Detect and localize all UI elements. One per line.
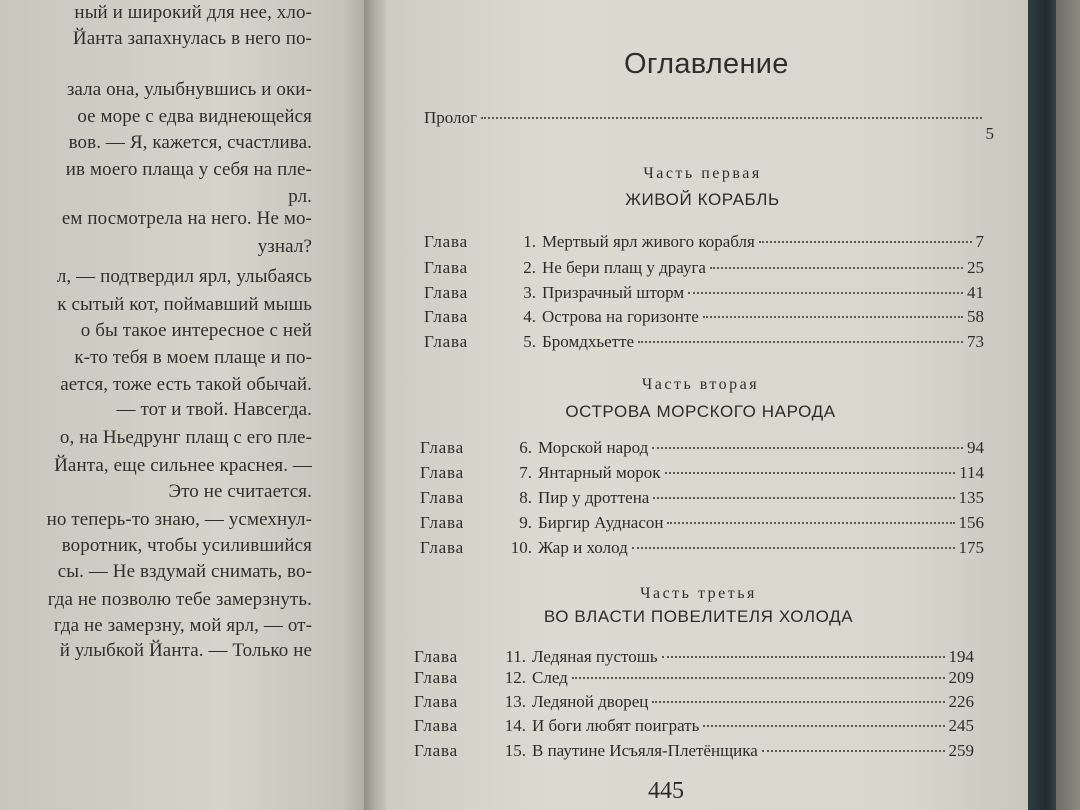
toc-chapter-title: Жар и холод [538, 538, 628, 557]
left-page-line: узнал? [257, 236, 312, 257]
left-page-line: — тот и твой. Навсегда. [116, 399, 312, 420]
toc-chapter-page: 226 [948, 692, 974, 711]
toc-chapter-glava: Глава [414, 668, 458, 687]
dot-leader [638, 341, 963, 343]
toc-chapter-title: След [532, 668, 568, 687]
dot-leader [632, 547, 955, 549]
right-page [386, 0, 1031, 810]
toc-chapter-page: 209 [948, 668, 974, 687]
dot-leader [665, 472, 956, 474]
toc-chapter-page: 114 [959, 463, 984, 482]
toc-chapter-number: 7. [519, 463, 532, 482]
dot-leader [688, 292, 963, 294]
dot-leader [481, 117, 981, 119]
toc-chapter-number: 4. [523, 307, 536, 326]
table-surface [1056, 0, 1080, 810]
toc-chapter-page: 7 [975, 232, 984, 251]
toc-chapter-number: 3. [523, 283, 536, 302]
toc-prologue-row [424, 108, 994, 143]
dot-leader [652, 447, 963, 449]
left-page-line: ный и широкий для нее, хло- [74, 2, 312, 23]
toc-part-title: ОСТРОВА МОРСКОГО НАРОДА [565, 402, 836, 421]
left-page-line: гда не позволю тебе замерзнуть. [47, 589, 312, 610]
left-page-line: к сытый кот, поймавший мышь [57, 294, 312, 315]
toc-chapter-title: Янтарный морок [538, 463, 661, 482]
toc-chapter-title: Острова на горизонте [542, 307, 699, 326]
left-page-line: но теперь-то знаю, — усмехнул- [46, 509, 312, 530]
toc-chapter-glava: Глава [420, 538, 464, 557]
book-cover-edge [1028, 0, 1058, 810]
toc-chapter-glava: Глава [424, 332, 468, 351]
toc-part-label: Часть третья [640, 585, 757, 602]
toc-prologue-label: Пролог [424, 108, 478, 127]
page-number: 445 [648, 778, 684, 804]
dot-leader [710, 267, 963, 269]
toc-chapter-row [424, 332, 984, 352]
toc-chapter-title: Морской народ [538, 438, 649, 457]
toc-chapter-row [420, 488, 984, 508]
left-page-line: ается, тоже есть такой обычай. [60, 374, 312, 395]
toc-chapter-row [414, 741, 974, 761]
toc-chapter-glava: Глава [424, 307, 468, 326]
left-page-line: о бы такое интересное с ней [80, 320, 312, 341]
toc-chapter-title: Биргир Ауднасон [538, 513, 664, 532]
toc-chapter-glava: Глава [414, 692, 458, 711]
toc-chapter-glava: Глава [424, 232, 468, 251]
toc-chapter-page: 25 [967, 258, 984, 277]
left-page-line: л, — подтвердил ярл, улыбаясь [56, 266, 312, 287]
toc-chapter-number: 12. [504, 668, 526, 687]
toc-part-label: Часть первая [643, 165, 762, 182]
toc-chapter-glava: Глава [420, 513, 464, 532]
toc-chapter-glava: Глава [414, 741, 458, 760]
toc-title: Оглавление [624, 48, 789, 80]
toc-chapter-page: 259 [948, 741, 974, 760]
toc-chapter-number: 8. [519, 488, 532, 507]
toc-chapter-page: 41 [967, 283, 984, 302]
toc-chapter-page: 135 [958, 488, 984, 507]
toc-chapter-title: Ледяной дворец [532, 692, 649, 711]
toc-chapter-number: 14. [504, 716, 526, 735]
dot-leader [703, 316, 963, 318]
toc-chapter-number: 15. [504, 741, 526, 760]
toc-chapter-row [424, 307, 984, 327]
toc-chapter-glava: Глава [420, 488, 464, 507]
toc-chapter-number: 6. [519, 438, 532, 457]
toc-chapter-page: 175 [958, 538, 984, 557]
left-page-line: о, на Ньедрунг плащ с его пле- [59, 427, 312, 448]
left-page-line: вов. — Я, кажется, счастлива. [68, 132, 312, 153]
dot-leader [653, 497, 954, 499]
toc-chapter-row [420, 538, 984, 558]
toc-chapter-glava: Глава [414, 716, 458, 735]
left-page-line: воротник, чтобы усилившийся [61, 535, 312, 556]
dot-leader [572, 677, 945, 679]
toc-chapter-row [420, 513, 984, 533]
toc-chapter-page: 156 [958, 513, 984, 532]
left-page-line: Йанта запахнулась в него по- [72, 28, 312, 49]
toc-part-title: ЖИВОЙ КОРАБЛЬ [625, 190, 780, 209]
toc-part-label: Часть вторая [641, 376, 760, 393]
toc-chapter-row [424, 232, 984, 252]
left-page [0, 0, 372, 810]
left-page-line: зала она, улыбнувшись и оки- [66, 79, 312, 100]
toc-chapter-page: 245 [948, 716, 974, 735]
toc-chapter-row [424, 258, 984, 278]
toc-chapter-glava: Глава [424, 283, 468, 302]
left-page-line: Йанта, еще сильнее краснея. — [54, 455, 312, 476]
toc-chapter-page: 94 [967, 438, 984, 457]
toc-chapter-page: 73 [967, 332, 984, 351]
toc-chapter-title: И боги любят поиграть [532, 716, 700, 735]
left-page-line: й улыбкой Йанта. — Только не [59, 640, 312, 661]
toc-chapter-row [414, 716, 974, 736]
dot-leader [759, 241, 972, 243]
toc-chapter-glava: Глава [420, 463, 464, 482]
toc-chapter-row [414, 668, 974, 688]
left-page-line: сы. — Не вздумай снимать, во- [57, 561, 312, 582]
toc-chapter-row [420, 463, 984, 483]
toc-chapter-glava: Глава [420, 438, 464, 457]
toc-chapter-glava: Глава [414, 647, 458, 666]
dot-leader [703, 725, 944, 727]
dot-leader [652, 701, 944, 703]
left-page-line: ив моего плаща у себя на пле- [65, 159, 312, 180]
toc-part-title: ВО ВЛАСТИ ПОВЕЛИТЕЛЯ ХОЛОДА [543, 607, 854, 626]
toc-chapter-title: Не бери плащ у драуга [542, 258, 706, 277]
dot-leader [667, 522, 954, 524]
dot-leader [762, 750, 945, 752]
toc-chapter-number: 5. [523, 332, 536, 351]
toc-chapter-row [414, 647, 974, 667]
left-page-line: к-то тебя в моем плаще и по- [74, 347, 312, 368]
toc-chapter-row [424, 283, 984, 303]
toc-chapter-page: 58 [967, 307, 984, 326]
toc-chapter-title: Бромдхьетте [542, 332, 635, 351]
toc-chapter-title: Ледяная пустошь [532, 647, 658, 666]
toc-chapter-title: В паутине Исъяля-Плетёнщика [532, 741, 758, 760]
left-page-line: ем посмотрела на него. Не мо- [61, 208, 312, 229]
toc-chapter-number: 13. [504, 692, 526, 711]
toc-chapter-number: 9. [519, 513, 532, 532]
left-page-line: Это не считается. [168, 481, 312, 502]
toc-chapter-number: 11. [505, 647, 526, 666]
toc-chapter-row [420, 438, 984, 458]
toc-chapter-row [414, 692, 974, 712]
toc-chapter-title: Мертвый ярл живого корабля [542, 232, 755, 251]
toc-chapter-glava: Глава [424, 258, 468, 277]
dot-leader [662, 656, 945, 658]
toc-chapter-number: 2. [523, 258, 536, 277]
toc-chapter-title: Призрачный шторм [542, 283, 685, 302]
left-page-line: рл. [288, 186, 312, 207]
toc-chapter-number: 10. [510, 538, 532, 557]
toc-chapter-page: 194 [948, 647, 974, 666]
left-page-line: ое море с едва виднеющейся [77, 106, 312, 127]
toc-prologue-page: 5 [985, 124, 994, 143]
toc-chapter-number: 1. [523, 232, 536, 251]
toc-chapter-title: Пир у дроттена [538, 488, 650, 507]
left-page-line: гда не замерзну, мой ярл, — от- [53, 615, 312, 636]
